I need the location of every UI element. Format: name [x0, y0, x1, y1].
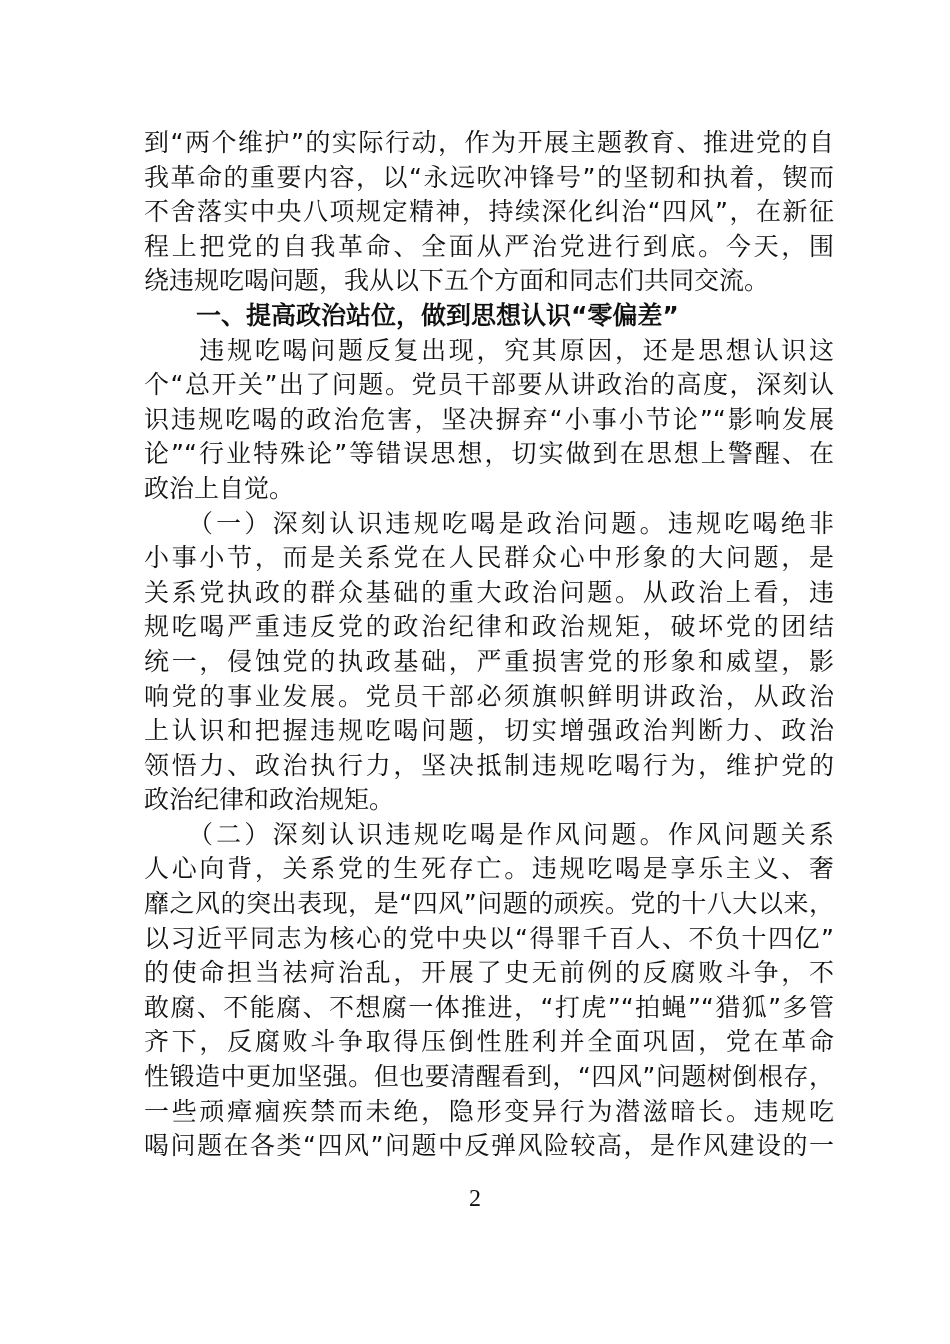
body-text-line: 关系党执政的群众基础的重大政治问题。从政治上看，违: [144, 577, 834, 607]
body-text-line: 到“两个维护”的实际行动，作为开展主题教育、推进党的自: [144, 128, 834, 157]
body-text-line: 识违规吃喝的政治危害，坚决摒弃“小事小节论”“影响发展: [144, 404, 834, 434]
body-text-line: 违规吃喝问题反复出现，究其原因，还是思想认识这: [144, 335, 834, 365]
body-text-line: 靡之风的突出表现，是“四风”问题的顽疾。党的十八大以来，: [144, 889, 834, 919]
body-text-line: 规吃喝严重违反党的政治纪律和政治规矩，破坏党的团结: [144, 612, 834, 642]
body-text-line: 个“总开关”出了问题。党员干部要从讲政治的高度，深刻认: [144, 370, 834, 400]
body-text-line: 不舍落实中央八项规定精神，持续深化纠治“四风”，在新征: [144, 197, 834, 227]
body-text-line: 的使命担当祛疴治乱，开展了史无前例的反腐败斗争，不: [144, 958, 834, 988]
body-text-line: 以习近平同志为核心的党中央以“得罪千百人、不负十四亿”: [144, 923, 834, 953]
body-text-line: 敢腐、不能腐、不想腐一体推进，“打虎”“拍蝇”“猎狐”多管: [144, 992, 834, 1022]
body-text-line: 响党的事业发展。党员干部必须旗帜鲜明讲政治，从政治: [144, 681, 834, 711]
body-text-line: 程上把党的自我革命、全面从严治党进行到底。今天，围: [144, 231, 834, 261]
body-text-line: 政治上自觉。: [144, 473, 295, 503]
document-body: [144, 126, 834, 1164]
body-text-line: 论”“行业特殊论”等错误思想，切实做到在思想上警醒、在: [144, 439, 834, 469]
body-text-line: 领悟力、政治执行力，坚决抵制违规吃喝行为，维护党的: [144, 750, 834, 780]
page-number: 2: [469, 1186, 481, 1212]
body-text-line: （一）深刻认识违规吃喝是政治问题。违规吃喝绝非: [144, 508, 834, 538]
body-text-line: 齐下，反腐败斗争取得压倒性胜利并全面巩固，党在革命: [144, 1027, 834, 1057]
body-text-line: 一些顽瘴痼疾禁而未绝，隐形变异行为潜滋暗长。违规吃: [144, 1096, 834, 1126]
body-text-line: 绕违规吃喝问题，我从以下五个方面和同志们共同交流。: [144, 266, 770, 296]
section-heading: 一、提高政治站位，做到思想认识“零偏差”: [196, 300, 679, 330]
body-text-line: 喝问题在各类“四风”问题中反弹风险较高，是作风建设的一: [144, 1131, 834, 1161]
body-text-line: 小事小节，而是关系党在人民群众心中形象的大问题，是: [144, 543, 834, 573]
body-text-line: 性锻造中更加坚强。但也要清醒看到，“四风”问题树倒根存，: [144, 1062, 834, 1092]
body-text-line: （二）深刻认识违规吃喝是作风问题。作风问题关系: [144, 819, 834, 849]
body-text-line: 我革命的重要内容，以“永远吹冲锋号”的坚韧和执着，锲而: [144, 162, 834, 192]
body-text-line: 人心向背，关系党的生死存亡。违规吃喝是享乐主义、奢: [144, 854, 834, 884]
body-text-line: 上认识和把握违规吃喝问题，切实增强政治判断力、政治: [144, 716, 834, 746]
body-text-line: 政治纪律和政治规矩。: [144, 785, 395, 815]
body-text-line: 统一，侵蚀党的执政基础，严重损害党的形象和威望，影: [144, 646, 834, 676]
